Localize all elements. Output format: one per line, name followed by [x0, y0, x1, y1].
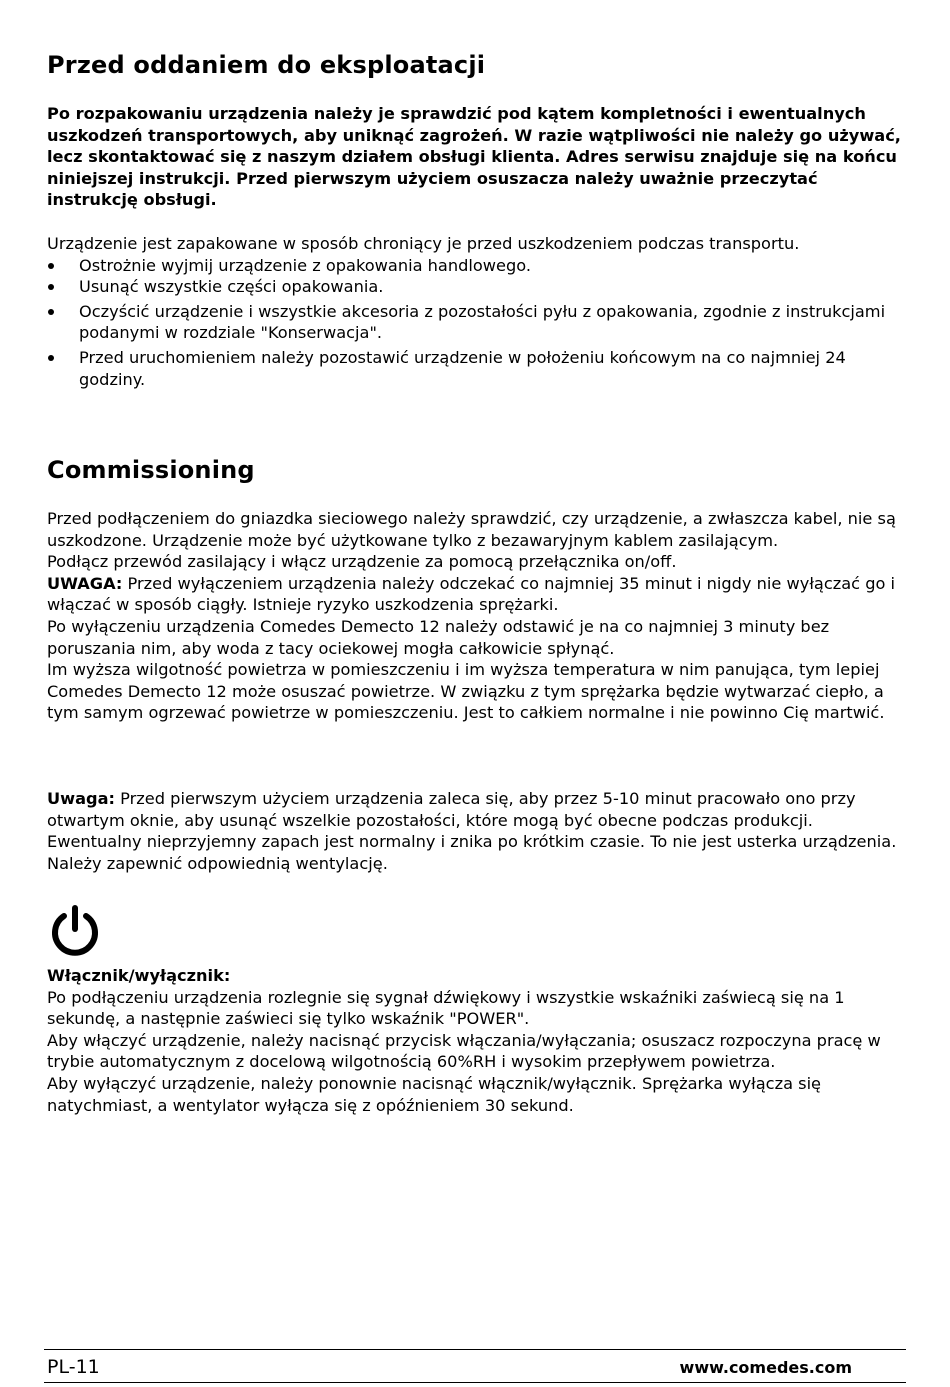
warning-paragraph	[47, 573, 907, 616]
footer-website: www.comedes.com	[679, 1358, 852, 1377]
section-title-commissioning: Commissioning	[47, 456, 255, 484]
list-item: Usunąć wszystkie części opakowania.	[47, 276, 907, 298]
power-switch-paragraph-2: Aby włączyć urządzenie, należy nacisnąć przycisk włączania/wyłączania; osuszacz rozpoczyna pracę w trybie automatycznym z docelową wilgotnością 60%RH i wysokim przepływem powietrza.	[47, 1030, 881, 1072]
power-icon	[49, 903, 101, 957]
warning-label: UWAGA:	[47, 573, 123, 593]
power-switch-paragraph-1: Po podłączeniu urządzenia rozlegnie się sygnał dźwiękowy i wszystkie wskaźniki zaświecą się na 1 sekundę, a następnie zaświeci się tylko wskaźnik "POWER".	[47, 987, 845, 1029]
power-switch-paragraph-3: Aby wyłączyć urządzenie, należy ponownie nacisnąć włącznik/wyłącznik. Sprężarka wyłącza się natychmiast, a wentylator wyłącza się z opóźnieniem 30 sekund.	[47, 1073, 822, 1115]
list-item: Oczyścić urządzenie i wszystkie akcesoria z pozostałości pyłu z opakowania, zgodnie z instrukcjami podanymi w rozdziale "Konserwacja".	[47, 301, 907, 344]
packaging-block	[47, 233, 907, 390]
page-number: PL-11	[47, 1356, 100, 1378]
packaging-paragraph: Urządzenie jest zapakowane w sposób chroniący je przed uszkodzeniem podczas transportu.	[47, 234, 800, 253]
note-text: Przed pierwszym użyciem urządzenia zaleca się, aby przez 5-10 minut pracowało ono przy otwartym oknie, aby usunąć wszelkie pozostałości, które mogą być obecne podczas produkcji. Ewentualny nieprzyjemny zapach jest normalny i znika po krótkim czasie. To nie jest usterka urządzenia. Należy zapewnić odpowiednią wentylację.	[47, 789, 897, 873]
commissioning-paragraph-5: Im wyższa wilgotność powietrza w pomieszczeniu i im wyższa temperatura w nim panująca, tym lepiej Comedes Demecto 12 może osuszać powietrze. W związku z tym sprężarka będzie wytwarzać ciepło, a tym samym ogrzewać powietrze w pomieszczeniu. Jest to całkiem normalne i nie powinno Cię martwić.	[47, 660, 885, 723]
footer-divider-bottom	[44, 1382, 906, 1383]
note-label: Uwaga:	[47, 789, 116, 808]
commissioning-block	[47, 508, 907, 724]
note-paragraph	[47, 788, 907, 874]
commissioning-paragraph-2: Podłącz przewód zasilający i włącz urządzenie za pomocą przełącznika on/off.	[47, 552, 677, 572]
section-title-before-use: Przed oddaniem do eksploatacji	[47, 51, 486, 79]
intro-paragraph: Po rozpakowaniu urządzenia należy je sprawdzić pod kątem kompletności i ewentualnych uszkodzeń transportowych, aby uniknąć zagrożeń. W razie wątpliwości nie należy go używać, lecz skontaktować się z naszym działem obsługi klienta. Adres serwisu znajduje się na końcu niniejszej instrukcji. Przed pierwszym użyciem osuszacza należy uważnie przeczytać instrukcję obsługi.	[47, 104, 901, 210]
warning-text: Przed wyłączeniem urządzenia należy odczekać co najmniej 35 minut i nigdy nie wyłączać go i włączać w sposób ciągły. Istnieje ryzyko uszkodzenia sprężarki.	[47, 573, 896, 615]
unpacking-list	[47, 255, 907, 391]
power-icon-graphic	[49, 903, 101, 957]
footer-divider-top	[44, 1349, 906, 1350]
list-item: Przed uruchomieniem należy pozostawić urządzenie w położeniu końcowym na co najmniej 24 godziny.	[47, 347, 907, 390]
commissioning-paragraph-1: Przed podłączeniem do gniazdka sieciowego należy sprawdzić, czy urządzenie, a zwłaszcza kabel, nie są uszkodzone. Urządzenie może być użytkowane tylko z bezawaryjnym kablem zasilającym.	[47, 509, 896, 550]
commissioning-paragraph-4: Po wyłączeniu urządzenia Comedes Demecto 12 należy odstawić je na co najmniej 3 minuty bez poruszania nim, aby woda z tacy ociekowej mogła całkowicie spłynąć.	[47, 616, 830, 658]
note-block	[47, 788, 907, 874]
power-switch-block	[47, 965, 907, 1116]
list-item: Ostrożnie wyjmij urządzenie z opakowania handlowego.	[47, 255, 907, 277]
power-switch-title: Włącznik/wyłącznik:	[47, 966, 231, 985]
